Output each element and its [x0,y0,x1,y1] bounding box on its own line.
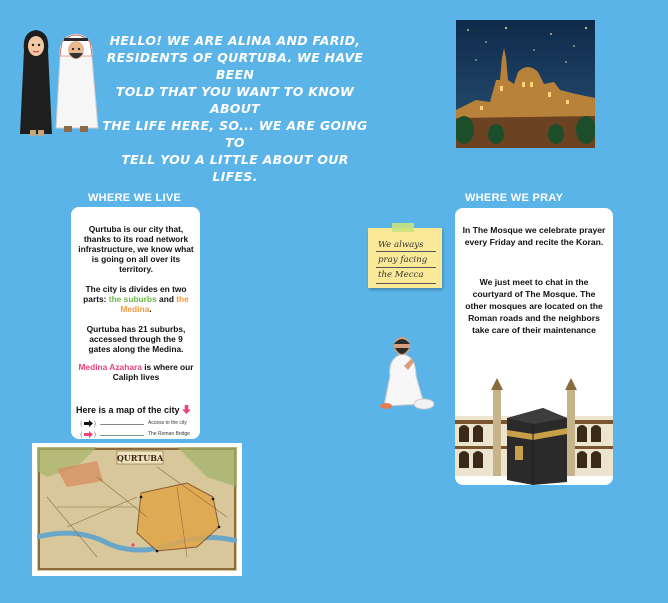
city-map[interactable] [37,447,237,571]
svg-text:): ) [93,420,96,428]
svg-text:): ) [93,431,96,439]
live-paragraph-3: Qurtuba has 21 suburbs, accessed through the 9 gates along the Medina. [86,324,186,354]
map-heading: Here is a map of the city [76,405,198,415]
bridge-arrow-icon [80,430,96,439]
svg-text:(: ( [80,431,83,439]
note-tape [392,223,414,232]
pray-paragraph-1: In The Mosque we celebrate prayer every Friday and recite the Koran. [462,225,606,247]
live-paragraph-2: The city is divides en two parts: the suburbs and the Medina. [83,284,189,314]
suburbs-highlight: the suburbs [108,294,157,304]
where-we-pray-title: WHERE WE PRAY [465,192,564,204]
praying-man-illustration [378,334,434,412]
arrow-down-icon [182,405,191,414]
intro-text: HELLO! WE ARE ALINA AND FARID, RESIDENTS OF QURTUBA. WE HAVE BEEN TOLD THAT YOU WANT TO KNOW ABOUT THE LIFE HERE, SO... WE ARE GOING TO TELL YOU A LITTLE ABOUT OUR LIFES. [102,33,368,184]
legend-bridge: ( ) The Roman Bridge [80,431,190,439]
alina-and-farid-illustration [14,22,102,140]
live-paragraph-1: Qurtuba is our city that, thanks to its road network infrastructure, we know what is going on all over its territory. [78,224,194,274]
legend-access: ( ) Access to the city [80,420,187,428]
pray-paragraph-2: We just meet to chat in the courtyard of The Mosque. The other mosques are located on the Roman roads and the neighbors take care of their maintenance [465,277,603,335]
city-night-illustration [456,20,595,148]
sticky-note: We always pray facing the Mecca [368,228,442,288]
kaaba-illustration [455,376,613,485]
map-title: QURTUBA [116,453,164,463]
medina-highlight: the Medina [120,294,189,314]
medina-azahara-highlight: Medina Azahara [78,362,142,372]
access-arrow-icon [80,419,96,428]
svg-text:(: ( [80,420,83,428]
where-we-live-title: WHERE WE LIVE [88,192,182,204]
live-paragraph-4: Medina Azahara is where our Caliph lives [78,362,194,382]
